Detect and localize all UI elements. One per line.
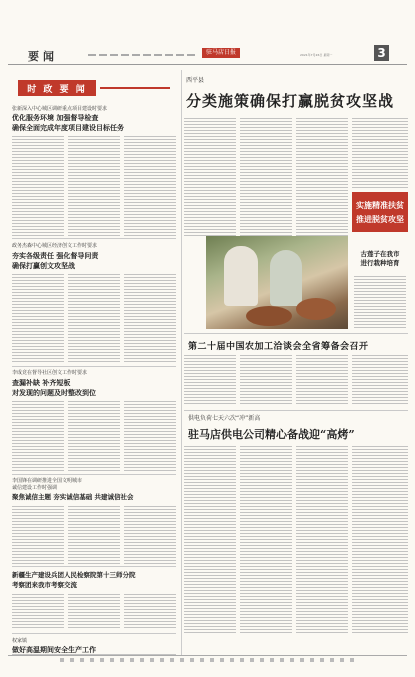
divider [12, 238, 176, 239]
article-title[interactable]: 对发现的问题及时整改到位 [12, 388, 96, 397]
lead-kicker: 西平县 [186, 77, 205, 84]
article-body-text [124, 401, 176, 471]
article-title[interactable]: 查漏补缺 补齐短板 [12, 378, 71, 387]
power-kicker: 供电负荷七天六次“冲”新高 [188, 415, 261, 422]
article-body-text [12, 506, 64, 564]
photo-caption-line: 古莲子在我市 [360, 250, 400, 258]
page-number: 3 [374, 45, 389, 61]
poverty-banner [352, 192, 408, 232]
lead-headline[interactable]: 分类施策确保打赢脱贫攻坚战 [186, 92, 395, 110]
left-column [8, 68, 178, 658]
divider [184, 333, 408, 334]
power-body-text [184, 446, 236, 634]
banner-rule [100, 87, 170, 89]
footer-ornament [60, 658, 360, 662]
article-body-text [68, 274, 120, 364]
article-body-text [68, 594, 120, 630]
article-title[interactable]: 确保全面完成年度项目建设目标任务 [12, 123, 124, 132]
article-title[interactable]: 做好高温期间安全生产工作 [12, 645, 96, 654]
article-body-text [12, 401, 64, 471]
article-body-text [124, 274, 176, 364]
divider [12, 566, 176, 567]
power-body-text [352, 446, 408, 634]
article-body-text [12, 136, 64, 236]
article-title[interactable]: 优化服务环境 加强督导检查 [12, 113, 99, 122]
conference-body-text [240, 355, 292, 405]
section-title: 要闻 [28, 50, 58, 63]
masthead-rule [8, 64, 407, 65]
power-body-text [240, 446, 292, 634]
lead-body-text [240, 118, 292, 236]
article-kicker: 政务杰森中心城区经济创文工作时要求 [12, 243, 98, 249]
article-body-text [124, 594, 176, 630]
article-kicker: 李成竞在督导社区创文工作时要求 [12, 370, 88, 376]
article-body-text [68, 506, 120, 564]
politics-banner: 时 政 要 闻 [18, 80, 96, 96]
footer-rule [8, 655, 407, 656]
article-body-text [12, 594, 64, 630]
person-figure [270, 250, 302, 306]
poverty-banner-line: 实施精准扶贫 [356, 200, 404, 210]
divider [184, 410, 408, 411]
conference-body-text [296, 355, 348, 405]
conference-body-text [184, 355, 236, 405]
conference-body-text [352, 355, 408, 405]
article-title[interactable]: 确保打赢创文攻坚战 [12, 261, 75, 270]
power-body-text [296, 446, 348, 634]
lead-body-text [296, 118, 348, 236]
planting-pot [296, 298, 336, 320]
planting-pot [246, 306, 292, 326]
article-title[interactable]: 考察团来我市考察交流 [12, 581, 77, 589]
poverty-banner-line: 推进脱贫攻坚 [356, 214, 404, 224]
paper-name-badge: 驻马店日报 [202, 48, 240, 58]
lead-body-text [184, 118, 236, 236]
article-body-text [68, 136, 120, 236]
article-kicker: 张新深入中心城区调研重点项目建设时要求 [12, 106, 108, 112]
article-kicker: 诚信建设工作时强调 [12, 485, 58, 491]
article-body-text [12, 274, 64, 364]
divider [12, 633, 176, 634]
photo-caption-line: 进行栽种培育 [360, 259, 400, 267]
power-headline[interactable]: 驻马店供电公司精心备战迎“高烤” [188, 428, 355, 441]
lead-body-text [352, 118, 408, 188]
masthead [0, 0, 415, 70]
photo-caption-text [354, 276, 406, 328]
masthead-decoration [88, 54, 196, 56]
divider [12, 474, 176, 475]
date-line: 2021年7月26日 星期一 [300, 53, 333, 57]
article-body-text [124, 506, 176, 564]
article-body-text [68, 401, 120, 471]
photo-caption [352, 250, 408, 268]
article-kicker: 权家镇 [12, 638, 28, 644]
person-figure [224, 246, 258, 306]
divider [12, 366, 176, 367]
article-title[interactable]: 新疆生产建设兵团人民检察院第十三师分院 [12, 571, 136, 579]
article-title[interactable]: 聚焦诚信主题 夯实诚信基础 共建诚信社会 [12, 493, 134, 501]
lotus-seed-photo [206, 236, 348, 329]
right-column [184, 68, 408, 658]
article-kicker: 李国锋在调研推进全国文明城市 [12, 478, 83, 484]
conference-title[interactable]: 第二十届中国农加工洽谈会全省筹备会召开 [188, 342, 369, 352]
article-title[interactable]: 夯实各级责任 强化督导问责 [12, 251, 99, 260]
column-divider [181, 70, 182, 655]
article-body-text [124, 136, 176, 236]
